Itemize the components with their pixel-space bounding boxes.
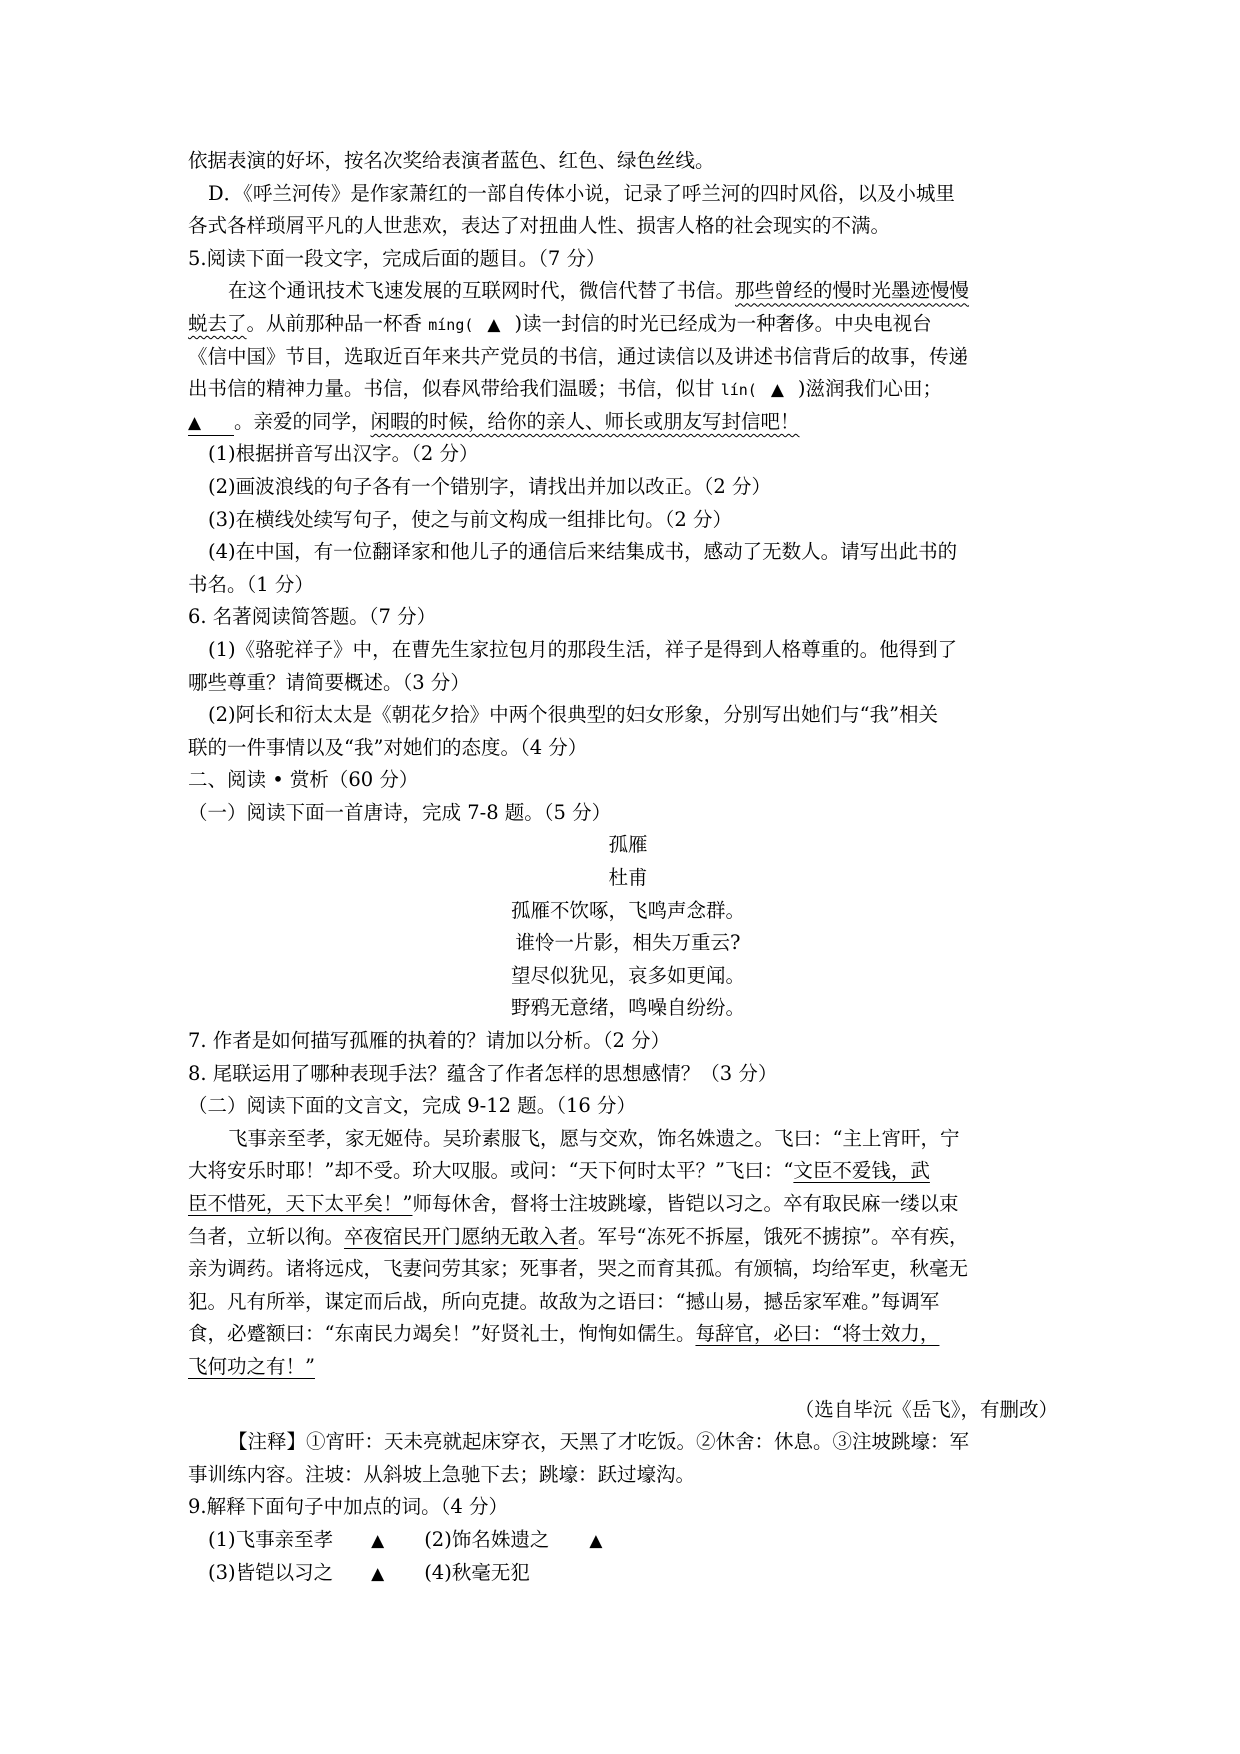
poem-line: 孤雁不饮啄，飞鸣声念群。 xyxy=(510,898,745,922)
q9-item: (4)秋毫无犯 xyxy=(424,1560,530,1584)
classical-text-line xyxy=(188,1188,1068,1221)
passage-text: 在这个通讯技术飞速发展的互联网时代，微信代替了书信。 xyxy=(228,279,736,303)
exam-page xyxy=(188,145,1068,1589)
sub-question: (3)在横线处续写句子，使之与前文构成一组排比句。（2 分） xyxy=(208,507,732,531)
passage-text: 。从前那种品一杯香 xyxy=(246,311,423,335)
classical-text-line: 犯。凡有所举，谋定而后战，所向克捷。故敌为之语曰：“撼山易，撼岳家军难。”每调军 xyxy=(188,1289,940,1313)
sub-question: (2)阿长和衍太太是《朝花夕拾》中两个很典型的妇女形象，分别写出她们与“我”相关 xyxy=(208,703,939,727)
q9-item: (3)皆铠以习之 xyxy=(208,1560,334,1584)
classical-text-line xyxy=(188,1221,1068,1254)
classical-text: 食，必蹙额曰：“东南民力竭矣！”好贤礼士，恂恂如儒生。 xyxy=(188,1322,696,1346)
sub-question-cont: 书名。（1 分） xyxy=(188,572,314,596)
poem-author: 杜甫 xyxy=(608,866,648,890)
sub-question: (1)根据拼音写出汉字。（2 分） xyxy=(208,442,479,466)
classical-text-line xyxy=(188,1318,1068,1351)
wavy-sentence-1: 那些曾经的慢时光墨迹慢慢 xyxy=(735,279,970,303)
pinyin-ming: míng( xyxy=(428,315,474,334)
underlined-sentence-1: 文臣不爱钱，武 xyxy=(793,1159,930,1183)
source-note: （选自毕沅《岳飞》，有删改） xyxy=(794,1397,1058,1421)
passage-line: 《信中国》节目，选取近百年来共产党员的书信，通过读信以及讲述书信背后的故事，传递 xyxy=(188,344,969,368)
poem-line: 野鸦无意绪，鸣噪自纷纷。 xyxy=(510,996,745,1020)
classical-text: 。军号“冻死不拆屋，饿死不掳掠”。卒有疾， xyxy=(578,1224,969,1248)
q9-item: (1)飞事亲至孝 xyxy=(208,1527,334,1551)
answer-blank-marker: ▲ xyxy=(589,1530,603,1551)
passage-text: 。亲爱的同学， xyxy=(234,409,371,433)
question-8: 8. 尾联运用了哪种表现手法？蕴含了作者怎样的思想感情？（3 分） xyxy=(188,1061,778,1085)
poem-line: 谁怜一片影，相失万重云? xyxy=(515,931,741,955)
q9-row xyxy=(188,1557,1068,1590)
subsection-heading: （二）阅读下面的文言文，完成 9-12 题。（16 分） xyxy=(188,1094,636,1118)
classical-text: 大将安乐时耶！”却不受。玠大叹服。或问：“天下何时太平？”飞曰：“ xyxy=(188,1159,794,1183)
question-6-heading: 6. 名著阅读简答题。（7 分） xyxy=(188,605,437,629)
classical-text-line: 亲为调药。诸将远戍，飞妻问劳其家；死事者，哭之而育其孤。有颁犒，均给军吏，秋毫无 xyxy=(188,1257,969,1281)
answer-blank-marker: ▲ xyxy=(371,1530,385,1551)
poem-title: 孤雁 xyxy=(608,833,648,857)
sub-question-cont: 哪些尊重？请简要概述。（3 分） xyxy=(188,670,470,694)
question-9-heading: 9.解释下面句子中加点的词。（4 分） xyxy=(188,1495,508,1519)
option-d: D．《呼兰河传》是作家萧红的一部自传体小说，记录了呼兰河的四时风俗，以及小城里 xyxy=(208,181,955,205)
classical-text: 刍者，立斩以徇。 xyxy=(188,1224,345,1248)
wavy-sentence-1-end: 蜕去了 xyxy=(188,311,247,335)
wavy-sentence-2: 闲暇的时候，给你的亲人、师长或朋友写封信吧！ xyxy=(370,409,800,433)
underlined-sentence-3-end: 飞何功之有！” xyxy=(188,1354,315,1378)
annotation-cont: 事训练内容。注坡：从斜坡上急驰下去；跳壕：跃过壕沟。 xyxy=(188,1462,696,1486)
sub-question: (2)画波浪线的句子各有一个错别字，请找出并加以改正。（2 分） xyxy=(208,474,771,498)
text-line: 依据表演的好坏，按名次奖给表演者蓝色、红色、绿色丝线。 xyxy=(188,149,715,172)
annotation: 【注释】①宵旰：天未亮就起床穿衣，天黑了才吃饭。②休舍：休息。③注坡跳壕：军 xyxy=(228,1430,970,1454)
passage-line xyxy=(188,275,1068,308)
pinyin-lin: lín( xyxy=(720,381,757,400)
passage-line xyxy=(188,373,1068,406)
sub-question: (4)在中国，有一位翻译家和他儿子的通信后来结集成书，感动了无数人。请写出此书的 xyxy=(208,540,958,564)
underlined-sentence-2: 卒夜宿民开门愿纳无敢入者 xyxy=(344,1224,579,1248)
passage-text: 出书信的精神力量。书信，似春风带给我们温暖；书信，似甘 xyxy=(188,377,715,401)
classical-text-line xyxy=(188,1351,1068,1384)
classical-text-line: 飞事亲至孝，家无姬侍。吴玠素服飞，愿与交欢，饰名姝遗之。飞曰：“主上宵旰，宁 xyxy=(228,1126,960,1150)
passage-text: )读一封信的时光已经成为一种奢侈。中央电视台 xyxy=(514,311,932,335)
sub-question-cont: 联的一件事情以及“我”对她们的态度。（4 分） xyxy=(188,735,588,759)
question-5-heading: 5.阅读下面一段文字，完成后面的题目。（7 分） xyxy=(188,246,606,270)
passage-line xyxy=(188,406,1068,439)
q9-row xyxy=(188,1524,1068,1557)
classical-text: 师每休舍，督将士注坡跳壕，皆铠以习之。卒有取民麻一缕以束 xyxy=(412,1192,959,1215)
underlined-sentence-1-end: 臣不惜死，天下太平矣！” xyxy=(188,1192,413,1215)
answer-blank-marker: ▲ xyxy=(770,380,784,401)
poem-line: 望尽似犹见，哀多如更闻。 xyxy=(510,963,745,987)
fill-in-blank: ▲ xyxy=(188,410,234,436)
section-heading: 二、阅读 • 赏析（60 分） xyxy=(188,768,419,792)
question-7: 7. 作者是如何描写孤雁的执着的？请加以分析。（2 分） xyxy=(188,1029,671,1053)
answer-blank-marker: ▲ xyxy=(371,1563,385,1584)
sub-question: (1)《骆驼祥子》中，在曹先生家拉包月的那段生活，祥子是得到人格尊重的。他得到了 xyxy=(208,637,958,661)
passage-text: )滋润我们心田； xyxy=(797,377,943,401)
q9-item: (2)饰名姝遗之 xyxy=(424,1527,550,1551)
classical-text-line xyxy=(188,1155,1068,1188)
answer-blank-marker: ▲ xyxy=(487,314,501,335)
passage-line xyxy=(188,308,1068,341)
subsection-heading: （一）阅读下面一首唐诗，完成 7-8 题。（5 分） xyxy=(188,800,612,824)
underlined-sentence-3: 每辞官，必曰：“将士效力， xyxy=(695,1322,940,1346)
text-line: 各式各样琐屑平凡的人世悲欢，表达了对扭曲人性、损害人格的社会现实的不满。 xyxy=(188,214,891,238)
